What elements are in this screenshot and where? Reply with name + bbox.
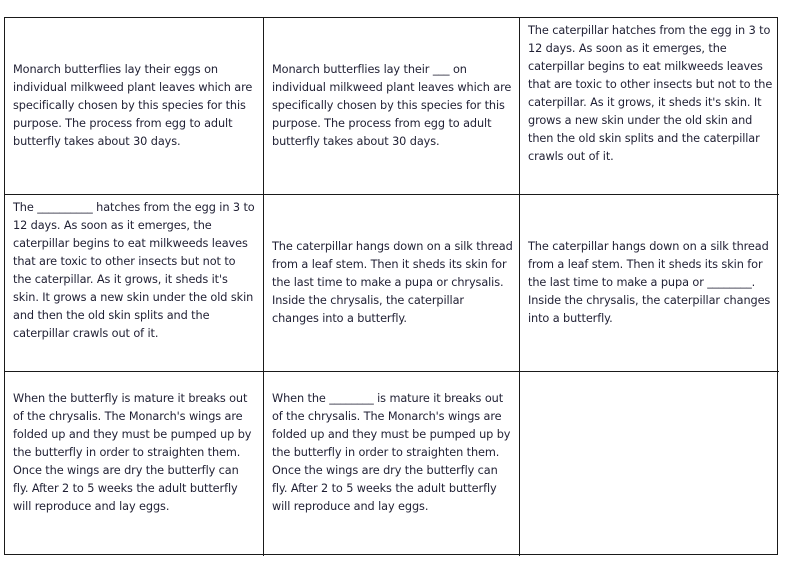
card-text: The __________ hatches from the egg in 3 to 12 days. As soon as it emerges, the caterpillar begins to eat milkweeds leaves that are toxic to other insects but not to the caterpillar. As it grows, it sheds it's skin. It grows a new skin under the old skin and then the old skin splits and the caterpillar crawls out of it. bbox=[13, 201, 255, 340]
card-text: The caterpillar hangs down on a silk thread from a leaf stem. Then it sheds its skin for the last time to make a pupa or ________. Inside the chrysalis, the caterpillar changes into a butterfly. bbox=[528, 240, 771, 325]
card-caterpillar-blank bbox=[5, 195, 264, 372]
card-butterfly-blank bbox=[264, 372, 520, 556]
card-grid bbox=[4, 17, 778, 555]
card-caterpillar-full bbox=[520, 18, 779, 195]
card-text: When the butterfly is mature it breaks out of the chrysalis. The Monarch's wings are folded up and they must be pumped up by the butterfly in order to straighten them. Once the wings are dry the butterfly can fly. After 2 to 5 weeks the adult butterfly will reproduce and lay eggs. bbox=[13, 392, 252, 513]
card-text: The caterpillar hangs down on a silk thread from a leaf stem. Then it sheds its skin for the last time to make a pupa or chrysalis. Inside the chrysalis, the caterpillar changes into a butterfly. bbox=[272, 240, 513, 325]
card-text: The caterpillar hatches from the egg in 3 to 12 days. As soon as it emerges, the caterpillar begins to eat milkweeds leaves that are toxic to other insects but not to the caterpillar. As it grows, it sheds it's skin. It grows a new skin under the old skin and then the old skin splits and the caterpillar crawls out of it. bbox=[528, 24, 773, 163]
card-chrysalis-blank bbox=[520, 195, 779, 372]
card-text: Monarch butterflies lay their ___ on individual milkweed plant leaves which are specifically chosen by this species for this purpose. The process from egg to adult butterfly takes about 30 days. bbox=[272, 63, 512, 148]
card-butterfly-full bbox=[5, 372, 264, 556]
card-empty bbox=[520, 372, 779, 556]
card-chrysalis-full bbox=[264, 195, 520, 372]
card-text: Monarch butterflies lay their eggs on individual milkweed plant leaves which are specifically chosen by this species for this purpose. The process from egg to adult butterfly takes about 30 days. bbox=[13, 63, 253, 148]
card-text: When the ________ is mature it breaks out of the chrysalis. The Monarch's wings are folded up and they must be pumped up by the butterfly in order to straighten them. Once the wings are dry the butterfly can fly. After 2 to 5 weeks the adult butterfly will reproduce and lay eggs. bbox=[272, 392, 511, 513]
card-egg-blank bbox=[264, 18, 520, 195]
card-egg-full bbox=[5, 18, 264, 195]
